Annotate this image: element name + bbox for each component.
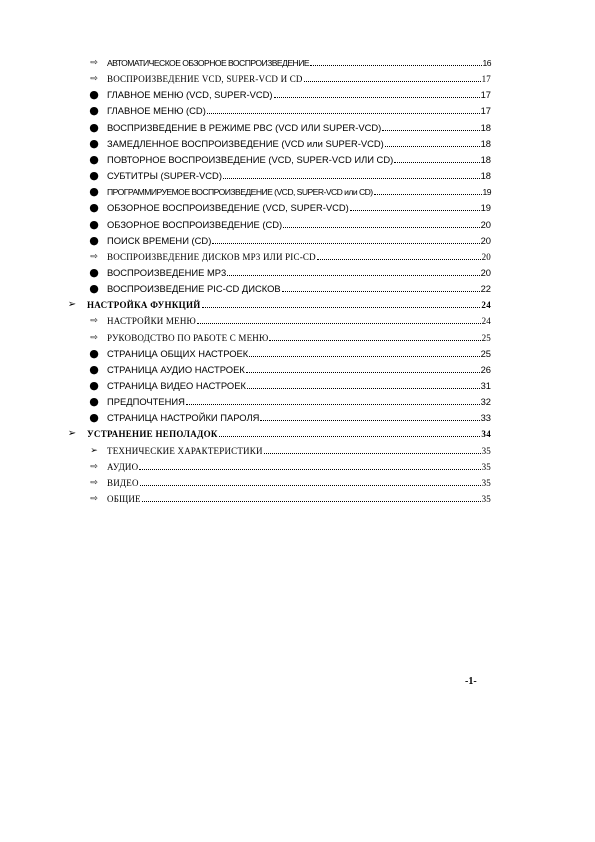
toc-page-number: 19 (482, 187, 491, 198)
bullet-icon: ● (89, 136, 99, 150)
toc-page-number: 34 (481, 429, 491, 440)
dot-leader (186, 395, 480, 405)
dot-leader (223, 169, 480, 179)
toc-entry-title: НАСТРОЙКИ МЕНЮ (107, 316, 196, 327)
dot-leader (246, 363, 480, 373)
arrow-right-icon: ⇨ (90, 494, 98, 505)
toc-entry (0, 201, 595, 215)
arrow-right-icon: ⇨ (90, 477, 98, 488)
toc-entry (0, 492, 595, 506)
dot-leader (197, 314, 481, 324)
dot-leader (382, 121, 479, 131)
bullet-icon: ● (89, 233, 99, 247)
toc-entry (0, 411, 595, 425)
toc-entry-title: ТЕХНИЧЕСКИЕ ХАРАКТЕРИСТИКИ (107, 445, 263, 456)
bullet-icon: ● (89, 201, 99, 215)
chevron-right-icon: ➢ (67, 299, 77, 311)
toc-entry-title: СУБТИТРЫ (SUPER-VCD) (107, 170, 222, 182)
page-number: -1- (465, 676, 477, 687)
dot-leader (269, 331, 480, 341)
toc-entry-title: АВТОМАТИЧЕСКОЕ ОБЗОРНОЕ ВОСПРОИЗВЕДЕНИЕ (107, 58, 309, 68)
dot-leader (282, 282, 480, 292)
bullet-icon: ● (89, 169, 99, 183)
toc-entry-title: ОБЗОРНОЕ ВОСПРОИЗВЕДЕНИЕ (VCD, SUPER-VCD) (107, 202, 349, 214)
dot-leader (249, 347, 479, 357)
toc-entry-title: ГЛАВНОЕ МЕНЮ (VCD, SUPER-VCD) (107, 89, 273, 101)
bullet-icon: ● (89, 411, 99, 425)
dot-leader (247, 379, 480, 389)
bullet-icon: ● (89, 152, 99, 166)
toc-page-number: 17 (481, 74, 491, 85)
toc-entry-title: УСТРАНЕНИЕ НЕПОЛАДОК (87, 429, 218, 440)
toc-entry (0, 250, 595, 264)
dot-leader (260, 411, 479, 421)
bullet-icon: ● (89, 217, 99, 231)
chevron-right-icon: ➢ (67, 428, 77, 440)
toc-entry-title: ПРЕДПОЧТЕНИЯ (107, 396, 185, 408)
toc-page-number: 24 (481, 316, 491, 327)
toc-entry (0, 427, 595, 441)
arrow-right-icon: ⇨ (90, 316, 98, 327)
toc-entry-title: ГЛАВНОЕ МЕНЮ (CD) (107, 105, 206, 117)
dot-leader (394, 153, 479, 163)
arrow-right-icon: ⇨ (90, 332, 98, 343)
toc-entry (0, 137, 595, 151)
toc-page-number: 31 (480, 380, 491, 391)
bullet-icon: ● (89, 282, 99, 296)
dot-leader (202, 298, 481, 308)
bullet-icon: ● (89, 265, 99, 279)
toc-entry-title: ПОВТОРНОЕ ВОСПРОИЗВЕДЕНИЕ (VCD, SUPER-VCD ИЛИ CD) (107, 153, 394, 165)
toc-entry (0, 169, 595, 183)
dot-leader (350, 201, 480, 211)
toc-entry-title: СТРАНИЦА НАСТРОЙКИ ПАРОЛЯ (107, 412, 260, 424)
toc-page-number: 35 (481, 477, 491, 488)
toc-page-number: 19 (480, 202, 491, 214)
toc-page-number: 35 (481, 445, 491, 456)
toc-entry-title: ВИДЕО (107, 477, 139, 488)
dot-leader (212, 234, 479, 244)
toc-entry-title: ПРОГРАММИРУЕМОЕ ВОСПРОИЗВЕДЕНИЕ (VCD, SUPER-VCD или CD) (107, 187, 373, 198)
toc-entry-title: НАСТРОЙКА ФУНКЦИЙ (87, 300, 201, 311)
toc-entry (0, 476, 595, 490)
toc-entry-title: ПОИСК ВРЕМЕНИ (CD) (107, 234, 212, 246)
toc-page-number: 25 (480, 347, 491, 359)
toc-entry (0, 56, 595, 70)
toc-entry (0, 185, 595, 199)
toc-page-number: 24 (481, 300, 491, 311)
toc-page-number: 35 (481, 461, 491, 472)
arrow-right-icon: ⇨ (90, 58, 98, 68)
arrow-right-icon: ⇨ (90, 74, 98, 85)
dot-leader (264, 444, 481, 454)
toc-page-number: 17 (480, 105, 491, 117)
bullet-icon: ● (89, 346, 99, 360)
toc-entry (0, 282, 595, 296)
toc-entry (0, 298, 595, 312)
bullet-icon: ● (89, 185, 99, 199)
toc-entry (0, 395, 595, 409)
dot-leader (219, 427, 481, 437)
bullet-icon: ● (89, 362, 99, 376)
bullet-icon: ● (89, 379, 99, 392)
toc-entry-title: АУДИО (107, 461, 139, 472)
arrow-right-icon: ⇨ (90, 251, 98, 262)
dot-leader (142, 492, 481, 502)
dot-leader (207, 104, 480, 114)
toc-page-number: 26 (480, 363, 491, 375)
toc-page-number: 20 (481, 251, 491, 262)
dot-leader (140, 476, 481, 486)
dot-leader (227, 266, 479, 276)
dot-leader (139, 460, 480, 470)
toc-entry-title: ВОСПРИЗВЕДЕНИЕ В РЕЖИМЕ PBC (VCD ИЛИ SUPER-VCD) (107, 121, 382, 133)
toc-entry (0, 314, 595, 328)
toc-entry (0, 347, 595, 361)
toc-entry (0, 379, 595, 393)
toc-entry-title: ОБЗОРНОЕ ВОСПРОИЗВЕДЕНИЕ (CD) (107, 218, 283, 230)
toc-entry-title: ВОСПРОИЗВЕДЕНИЕ ДИСКОВ MP3 ИЛИ PIC-CD (107, 251, 316, 262)
toc-page-number: 20 (480, 218, 491, 230)
toc-entry-title: ОБЩИЕ (107, 494, 141, 505)
toc-page-number: 18 (480, 170, 491, 182)
toc-page-number: 18 (480, 153, 491, 165)
toc-entry (0, 153, 595, 167)
toc-entry-title: ВОСПРОИЗВЕДЕНИЕ VCD, SUPER-VCD И CD (107, 74, 303, 85)
toc-page-number: 33 (480, 412, 491, 424)
chevron-right-icon: ➢ (90, 445, 98, 456)
toc-entry (0, 444, 595, 458)
bullet-icon: ● (89, 120, 99, 134)
dot-leader (374, 185, 482, 195)
toc-page-number: 32 (480, 396, 491, 408)
bullet-icon: ● (89, 395, 99, 409)
toc-page-number: 18 (480, 121, 491, 133)
toc-entry-title: ВОСПРОИЗВЕДЕНИЕ PIC-CD ДИСКОВ (107, 283, 281, 295)
toc-page-number: 18 (480, 137, 491, 149)
toc-entry-title: ВОСПРОИЗВЕДЕНИЕ MP3 (107, 266, 227, 278)
toc-entry-title: ЗАМЕДЛЕННОЕ ВОСПРОИЗВЕДЕНИЕ (VCD или SUPER-VCD) (107, 137, 384, 149)
toc-entry (0, 234, 595, 248)
toc-entry (0, 331, 595, 345)
toc-page-number: 22 (480, 283, 491, 295)
toc-entry-title: РУКОВОДСТВО ПО РАБОТЕ С МЕНЮ (107, 332, 269, 343)
toc-entry (0, 218, 595, 232)
toc-page-number: 20 (480, 266, 491, 278)
toc-entry (0, 88, 595, 102)
toc-page-number: 35 (481, 494, 491, 505)
dot-leader (310, 56, 482, 66)
arrow-right-icon: ⇨ (90, 461, 98, 472)
toc-page-number: 25 (481, 332, 491, 343)
toc-entry (0, 363, 595, 377)
toc-entry (0, 104, 595, 118)
bullet-icon: ● (89, 88, 99, 102)
toc-page-number: 17 (480, 89, 491, 101)
toc-entry (0, 266, 595, 280)
toc-entry-title: СТРАНИЦА АУДИО НАСТРОЕК (107, 363, 245, 375)
toc-entry-title: СТРАНИЦА ОБЩИХ НАСТРОЕК (107, 347, 249, 359)
toc-page-number: 16 (482, 58, 491, 68)
bullet-icon: ● (89, 104, 99, 118)
toc-entry (0, 72, 595, 86)
toc-entry-title: СТРАНИЦА ВИДЕО НАСТРОЕК (107, 380, 246, 391)
toc-page-number: 20 (480, 234, 491, 246)
toc-entry (0, 121, 595, 135)
dot-leader (317, 250, 481, 260)
toc-entry (0, 460, 595, 474)
dot-leader (385, 137, 480, 147)
dot-leader (274, 88, 480, 98)
dot-leader (283, 218, 479, 228)
dot-leader (304, 72, 481, 82)
